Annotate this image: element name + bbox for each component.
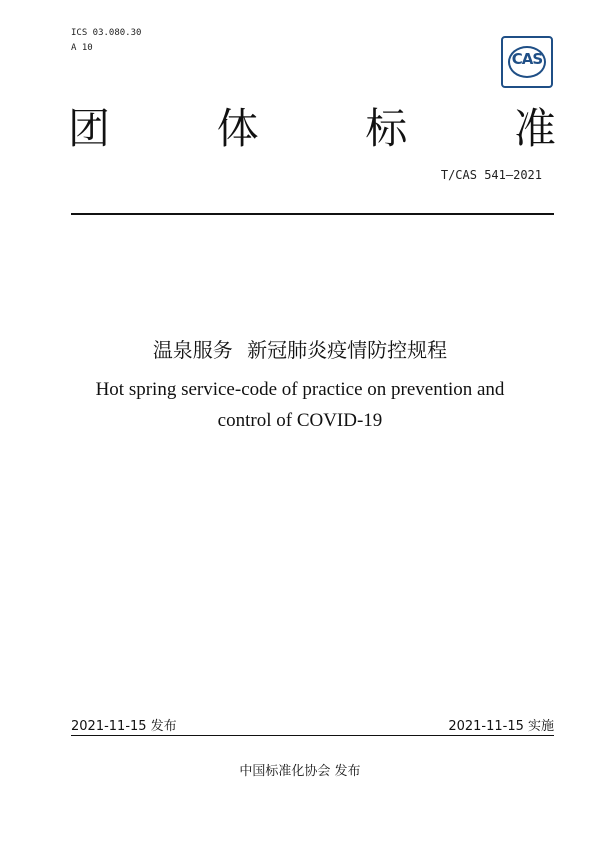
english-title-line2: control of COVID-19: [217, 410, 383, 431]
ics-code: ICS 03.080.30: [71, 28, 142, 38]
chinese-title-part2: 新冠肺炎疫情防控规程: [247, 338, 448, 362]
english-title-line1: Hot spring service-code of practice on prevention and: [95, 379, 505, 400]
chinese-title: [0, 334, 600, 363]
english-title: [0, 374, 600, 436]
classification-codes: [71, 26, 141, 56]
document-type-heading: [68, 103, 556, 155]
doc-type-char-1: 团: [68, 104, 111, 153]
doc-type-char-2: 体: [216, 104, 259, 153]
doc-type-char-4: 准: [513, 104, 556, 153]
implementation-date: 2021-11-15 实施: [448, 719, 554, 734]
logo-frame: [501, 36, 553, 88]
chinese-title-part1: 温泉服务: [152, 338, 233, 362]
bottom-divider: [71, 735, 554, 736]
top-divider: [71, 213, 554, 215]
doc-type-char-3: 标: [365, 104, 408, 153]
issue-date: 2021-11-15 发布: [71, 719, 177, 734]
logo-text: CAS: [511, 50, 543, 68]
ccs-code: A 10: [71, 43, 93, 53]
cas-logo: [501, 36, 553, 88]
publisher: 中国标准化协会 发布: [239, 764, 361, 779]
standard-code: T/CAS 541—2021: [440, 168, 542, 182]
